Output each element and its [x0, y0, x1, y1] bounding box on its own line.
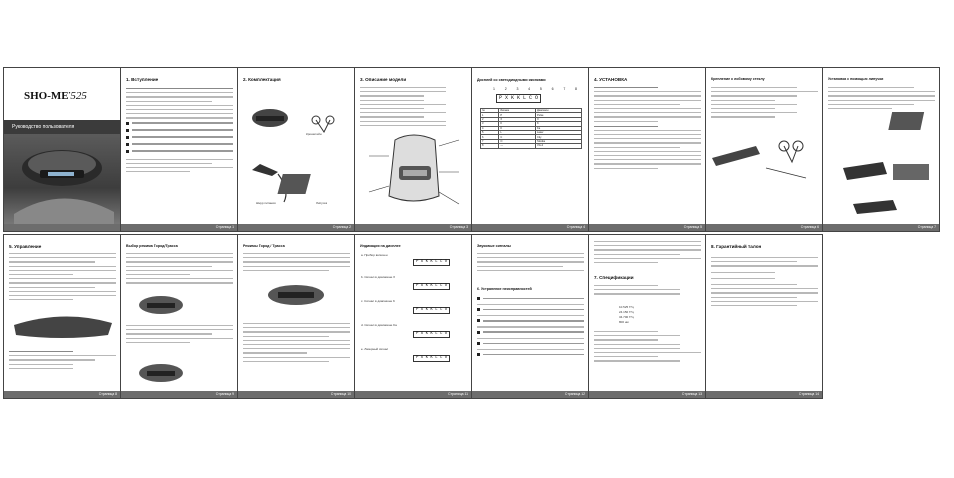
intro-footer: Страница 1: [121, 224, 237, 231]
windshield-mount-panel: [705, 67, 823, 232]
cable-caption: Шнур питания: [256, 201, 276, 205]
sound-signals-footer: Страница 12: [472, 391, 588, 398]
warranty-footer: Страница 14: [706, 391, 822, 398]
table-row: 4 K Ka: [481, 126, 582, 130]
specifications-panel: [588, 234, 706, 399]
package-panel: [237, 67, 355, 232]
spec-value-x: 10.525 ГГц: [619, 305, 634, 309]
velcro-mount-footer: Страница 7: [823, 224, 939, 231]
package-footer: Страница 2: [238, 224, 354, 231]
display-indication-footer: Страница 11: [355, 391, 471, 398]
lcd-row-c: P X K K L C O: [413, 307, 450, 314]
spec-value-ka: 34.700 ГГц: [619, 315, 634, 319]
lcd-row-e: P X K K L C O: [413, 355, 450, 362]
warranty-title: 8. Гарантийный талон: [711, 244, 762, 249]
spec-value-laser: 800 нм: [619, 320, 629, 324]
indication-label-c: c. Сигнал в диапазоне K: [361, 299, 395, 303]
city-highway-modes-title: Режимы Город / Трасса: [243, 244, 285, 248]
control-footer: Страница 8: [4, 391, 120, 398]
city-highway-select-title: Выбор режима Город/Трасса: [126, 244, 178, 248]
lcd-row-b: P X K K L C O: [413, 283, 450, 290]
sound-signals-title: Звуковые сигналы: [477, 244, 511, 248]
model-description-footer: Страница 3: [355, 224, 471, 231]
city-highway-modes-footer: Страница 10: [238, 391, 354, 398]
display-indication-title: Индикация на дисплее: [360, 244, 401, 248]
cover-footer: [4, 224, 120, 231]
detector-side-image: [4, 305, 121, 345]
display-icons-panel: [471, 67, 589, 232]
icon-numbers: 1 2 3 4 5 6 7 8: [493, 87, 582, 91]
velcro-mount-panel: [822, 67, 940, 232]
lcd-display: P X K K L C O: [496, 94, 541, 103]
cover-title-band: Руководство пользователя: [4, 120, 120, 134]
control-title: 5. Управление: [9, 244, 42, 249]
table-row: 6 C City: [481, 135, 582, 139]
table-header-row: № Иконка Диапазон: [481, 109, 582, 113]
model-description-panel: [354, 67, 472, 232]
indication-label-d: d. Сигнал в диапазоне Ka: [361, 323, 397, 327]
table-row: 3 K K: [481, 122, 582, 126]
city-highway-modes-panel: [237, 234, 355, 399]
display-indication-panel: [354, 234, 472, 399]
display-icons-footer: Страница 4: [472, 224, 588, 231]
radar-detector-image: [4, 134, 121, 226]
velcro-mount-title: Установка с помощью липучки: [828, 77, 884, 81]
intro-title: 1. Вступление: [126, 77, 159, 82]
indication-label-b: b. Сигнал в диапазоне X: [361, 275, 396, 279]
table-row: 1 P Pulse: [481, 113, 582, 117]
bracket-caption: Кронштейн: [306, 132, 322, 136]
package-illustrations: [238, 80, 355, 220]
warranty-panel: [705, 234, 823, 399]
table-row: 2 X X: [481, 117, 582, 121]
installation-title: 4. УСТАНОВКА: [594, 77, 628, 82]
detector-buttons-image: [238, 277, 355, 317]
model-description-title: 3. Описание модели: [360, 77, 407, 82]
cover-photo: [4, 134, 120, 224]
sound-signals-panel: [471, 234, 589, 399]
table-row: 7 O Strelka: [481, 139, 582, 143]
detector-diagram: [355, 126, 472, 226]
specifications-title: 7. Спецификации: [594, 275, 634, 280]
cover-logo: SHO-ME•525: [24, 90, 87, 102]
windshield-illustration: [706, 128, 823, 188]
troubleshooting-title: 6. Устранение неисправностей: [477, 287, 532, 291]
indication-label-e: e. Лазерный сигнал: [361, 347, 389, 351]
windshield-mount-footer: Страница 6: [706, 224, 822, 231]
lcd-row-d: P X K K L C O: [413, 331, 450, 338]
package-title: 2. Комплектация: [243, 77, 281, 82]
control-panel: [3, 234, 121, 399]
cover-panel: [3, 67, 121, 232]
intro-panel: [120, 67, 238, 232]
bottom-row: [3, 234, 822, 399]
top-row: [3, 67, 939, 232]
installation-panel: [588, 67, 706, 232]
table-row: 5 L Laser: [481, 130, 582, 134]
velcro-illustrations: [823, 108, 940, 218]
icon-table: [480, 108, 582, 149]
table-row: 8 — VG-2: [481, 144, 582, 148]
city-highway-select-panel: [120, 234, 238, 399]
pad-caption: Липучка: [316, 201, 328, 205]
specifications-footer: Страница 13: [589, 391, 705, 398]
display-icons-title: Дисплей со светодиодными иконками: [477, 78, 546, 82]
installation-footer: Страница 5: [589, 224, 705, 231]
lcd-row-a: P X K K L C O: [413, 259, 450, 266]
indication-label-a: а. Прибор включен: [361, 253, 388, 257]
windshield-mount-title: Крепление к лобовому стеклу: [711, 77, 765, 81]
spec-value-k: 24.150 ГГц: [619, 310, 634, 314]
city-highway-select-footer: Страница 9: [121, 391, 237, 398]
